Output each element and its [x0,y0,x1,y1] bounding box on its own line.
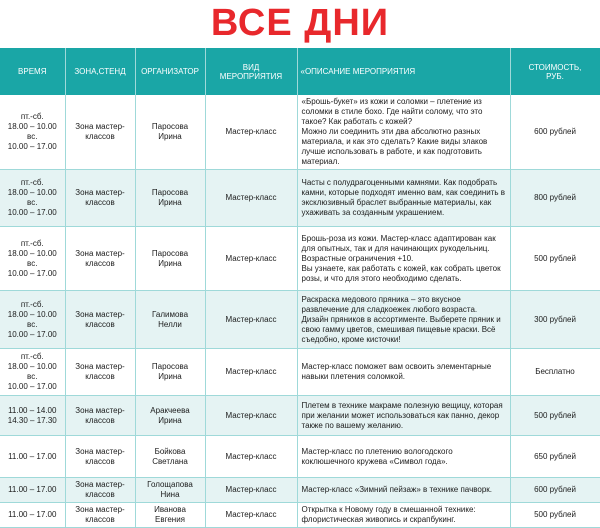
cell-price: Бесплатно [510,349,600,396]
cell-time: пт.-сб. 18.00 – 10.00 вс. 10.00 – 17.00 [0,95,65,170]
cell-description: Мастер-класс по плетению вологодского коклюшечного кружева «Символ года». [297,436,510,478]
cell-price: 300 рублей [510,291,600,349]
cell-zone: Зона мастер- классов [65,349,135,396]
cell-time: пт.-сб. 18.00 – 10.00 вс. 10.00 – 17.00 [0,349,65,396]
cell-price: 650 рублей [510,436,600,478]
cell-type: Мастер-класс [205,396,297,436]
cell-description: Открытка к Новому году в смешанной технике: флористическая живопись и скрапбукинг. [297,503,510,528]
cell-time: пт.-сб. 18.00 – 10.00 вс. 10.00 – 17.00 [0,170,65,227]
cell-type: Мастер-класс [205,227,297,291]
cell-zone: Зона мастер- классов [65,291,135,349]
schedule-table [0,48,600,528]
cell-zone: Зона мастер- классов [65,478,135,503]
cell-zone: Зона мастер- классов [65,227,135,291]
cell-price: 500 рублей [510,227,600,291]
header-type: ВИД МЕРОПРИЯТИЯ [205,48,297,95]
cell-organizer: Паросова Ирина [135,95,205,170]
header-description: «ОПИСАНИЕ МЕРОПРИЯТИЯ [297,48,510,95]
cell-organizer: Паросова Ирина [135,170,205,227]
cell-price: 800 рублей [510,170,600,227]
cell-description: «Брошь-букет» из кожи и соломки – плетение из соломки в стиле бохо. Где найти солому, что это такое? Как работать с кожей? Можно ли соединить эти два абсолютно разных материала, и как это сделать? Какие виды злаков лучше использовать в работе, и как подготовить материал. [297,95,510,170]
cell-organizer: Иванова Евгения [135,503,205,528]
cell-zone: Зона мастер- классов [65,396,135,436]
header-organizer: ОРГАНИЗАТОР [135,48,205,95]
cell-price: 500 рублей [510,396,600,436]
cell-price: 500 рублей [510,503,600,528]
cell-price: 600 рублей [510,95,600,170]
table-row [0,227,600,291]
cell-description: Плетем в технике макраме полезную вещицу, которая при желании может использоваться как панно, декор также по вашему желанию. [297,396,510,436]
title-bar [0,0,600,48]
cell-description: Брошь-роза из кожи. Мастер-класс адаптирован как для опытных, так и для начинающих рукодельниц. Возрастные ограничения +10. Вы узнаете, как работать с кожей, как собрать цветок розы, и что для этого необходимо сделать. [297,227,510,291]
cell-organizer: Паросова Ирина [135,227,205,291]
cell-time: пт.-сб. 18.00 – 10.00 вс. 10.00 – 17.00 [0,227,65,291]
cell-organizer: Голощапова Нина [135,478,205,503]
cell-organizer: Бойкова Светлана [135,436,205,478]
cell-description: Мастер-класс поможет вам освоить элементарные навыки плетения соломкой. [297,349,510,396]
cell-organizer: Аракчеева Ирина [135,396,205,436]
cell-description: Раскраска медового пряника – это вкусное развлечение для сладкоежек любого возраста. Дизайн пряников в ассортименте. Выберете пряник и свою гамму цветов, смешивая пищевые краски. Всё съедобно, кроме кисточки! [297,291,510,349]
table-row [0,436,600,478]
cell-description: Мастер-класс «Зимний пейзаж» в технике пачворк. [297,478,510,503]
cell-type: Мастер-класс [205,503,297,528]
header-time: ВРЕМЯ [0,48,65,95]
cell-type: Мастер-класс [205,478,297,503]
header-zone: ЗОНА,СТЕНД [65,48,135,95]
cell-organizer: Паросова Ирина [135,349,205,396]
cell-zone: Зона мастер- классов [65,170,135,227]
cell-price: 600 рублей [510,478,600,503]
page-title: ВСЕ ДНИ [210,2,390,44]
cell-time: 11.00 – 17.00 [0,503,65,528]
cell-type: Мастер-класс [205,436,297,478]
cell-organizer: Галимова Нелли [135,291,205,349]
table-row [0,503,600,528]
cell-time: 11.00 – 17.00 [0,436,65,478]
table-header-row [0,48,600,95]
cell-zone: Зона мастер- классов [65,95,135,170]
cell-description: Часты с полудрагоценными камнями. Как подобрать камни, которые подходят именно вам, как соединить в эксклюзивный браслет выбранные материалы, как ухаживать за созданным украшением. [297,170,510,227]
cell-type: Мастер-класс [205,95,297,170]
cell-type: Мастер-класс [205,291,297,349]
cell-time: пт.-сб. 18.00 – 10.00 вс. 10.00 – 17.00 [0,291,65,349]
table-row [0,349,600,396]
cell-zone: Зона мастер- классов [65,436,135,478]
cell-type: Мастер-класс [205,349,297,396]
table-row [0,396,600,436]
table-row [0,291,600,349]
cell-zone: Зона мастер- классов [65,503,135,528]
table-row [0,170,600,227]
header-price: СТОИМОСТЬ, РУБ. [510,48,600,95]
table-row [0,95,600,170]
table-row [0,478,600,503]
cell-type: Мастер-класс [205,170,297,227]
cell-time: 11.00 – 14.00 14.30 – 17.30 [0,396,65,436]
cell-time: 11.00 – 17.00 [0,478,65,503]
